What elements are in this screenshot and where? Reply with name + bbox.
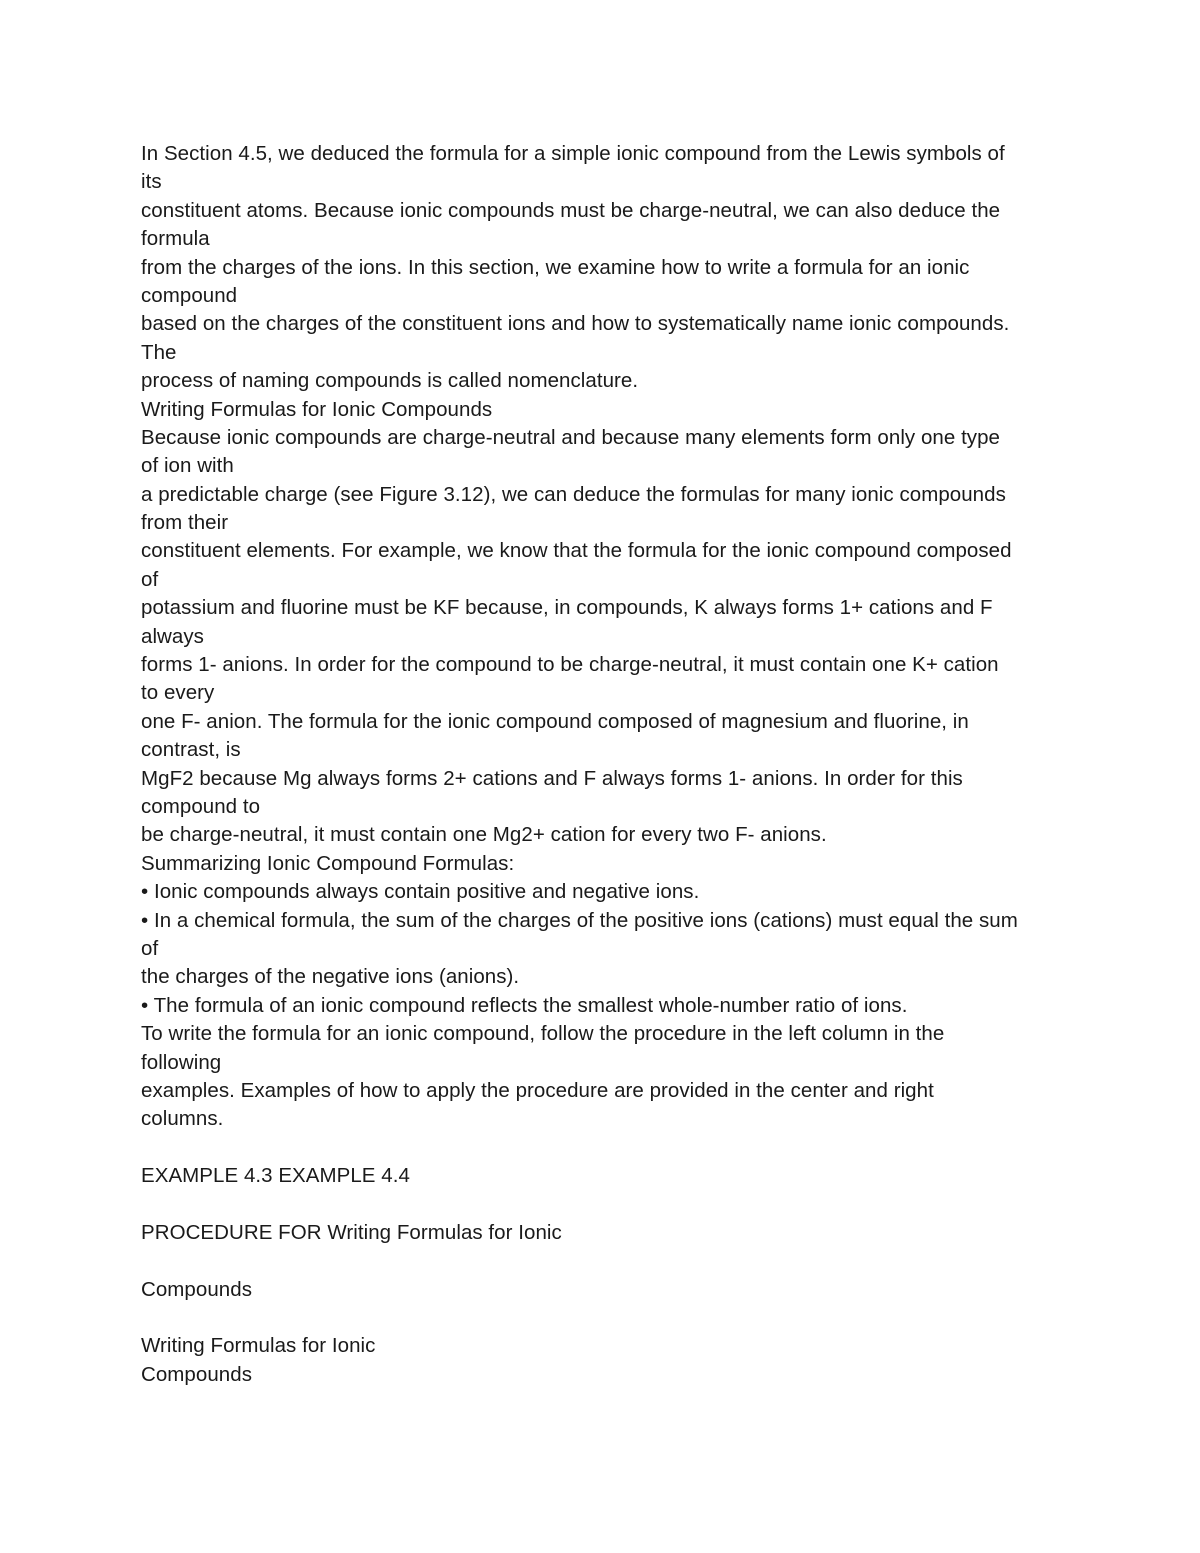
text-line: Because ionic compounds are charge-neutral and because many elements form only one type	[141, 425, 1001, 449]
text-line: To write the formula for an ionic compound, follow the procedure in the left column in the	[141, 1022, 945, 1046]
bullet-item: • In a chemical formula, the sum of the charges of the positive ions (cations) must equal the sum	[141, 908, 1018, 932]
text-line: following	[141, 1050, 222, 1074]
text-line: from their	[141, 511, 229, 535]
text-line: contrast, is	[141, 738, 241, 762]
text-line: forms 1- anions. In order for the compound to be charge-neutral, it must contain one K+ cation	[141, 653, 999, 677]
column-heading-continued: Compounds	[141, 1362, 252, 1386]
section-heading: Writing Formulas for Ionic Compounds	[141, 397, 493, 421]
text-line: constituent elements. For example, we know that the formula for the ionic compound composed	[141, 539, 1012, 563]
text-line: MgF2 because Mg always forms 2+ cations and F always forms 1- anions. In order for this	[141, 766, 963, 790]
text-line: potassium and fluorine must be KF because, in compounds, K always forms 1+ cations and F	[141, 596, 993, 620]
blank-line	[141, 1247, 1071, 1275]
summary-heading: Summarizing Ionic Compound Formulas:	[141, 851, 515, 875]
text-line: of	[141, 567, 159, 591]
document-body	[141, 140, 1071, 1389]
text-line: The	[141, 340, 177, 364]
bullet-item: • The formula of an ionic compound reflects the smallest whole-number ratio of ions.	[141, 993, 908, 1017]
bullet-item: • Ionic compounds always contain positive and negative ions.	[141, 880, 700, 904]
text-line: always	[141, 624, 204, 648]
blank-line	[141, 1190, 1071, 1218]
text-line: process of naming compounds is called nomenclature.	[141, 369, 639, 393]
text-line: examples. Examples of how to apply the procedure are provided in the center and right	[141, 1078, 934, 1102]
text-line: one F- anion. The formula for the ionic compound composed of magnesium and fluorine, in	[141, 709, 969, 733]
procedure-heading-continued: Compounds	[141, 1277, 252, 1301]
text-line: of	[141, 936, 159, 960]
blank-line	[141, 1134, 1071, 1162]
text-line: based on the charges of the constituent ions and how to systematically name ionic compounds.	[141, 312, 1010, 336]
text-line: columns.	[141, 1107, 224, 1131]
text-line: compound to	[141, 794, 261, 818]
text-line: a predictable charge (see Figure 3.12), we can deduce the formulas for many ionic compounds	[141, 482, 1006, 506]
text-line: formula	[141, 227, 210, 251]
text-line: of ion with	[141, 454, 234, 478]
procedure-heading: PROCEDURE FOR Writing Formulas for Ionic	[141, 1220, 562, 1244]
text-line: to every	[141, 681, 215, 705]
paragraph-text	[141, 140, 1071, 1134]
text-line: compound	[141, 283, 238, 307]
text-line: its	[141, 170, 162, 194]
examples-heading: EXAMPLE 4.3 EXAMPLE 4.4	[141, 1164, 410, 1188]
text-line: In Section 4.5, we deduced the formula for a simple ionic compound from the Lewis symbols of	[141, 142, 1005, 165]
column-heading: Writing Formulas for Ionic	[141, 1334, 376, 1358]
text-line: the charges of the negative ions (anions).	[141, 965, 520, 989]
text-line: constituent atoms. Because ionic compounds must be charge-neutral, we can also deduce the	[141, 198, 1001, 222]
text-line: be charge-neutral, it must contain one Mg2+ cation for every two F- anions.	[141, 823, 827, 847]
text-line: from the charges of the ions. In this section, we examine how to write a formula for an ionic	[141, 255, 970, 279]
blank-line	[141, 1304, 1071, 1332]
